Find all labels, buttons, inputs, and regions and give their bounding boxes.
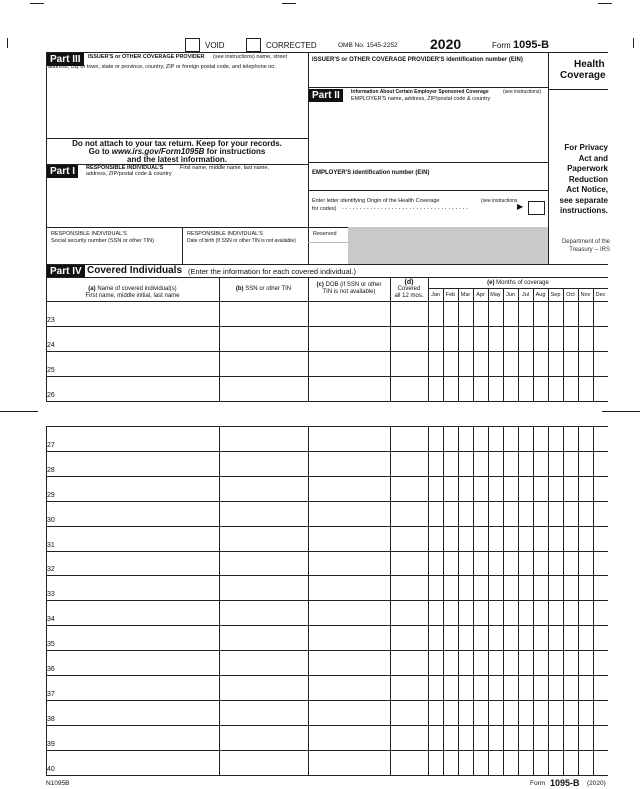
covered-dob-cell[interactable] (310, 577, 388, 598)
privacy-line: Act and (578, 153, 608, 163)
notice-instructions: for instructions (206, 147, 266, 156)
covered-ssn-cell[interactable] (221, 528, 306, 549)
covered-ssn-cell[interactable] (221, 553, 306, 574)
row-number: 32 (47, 566, 55, 574)
row-number: 24 (47, 342, 55, 349)
dob-label-2: Date of birth (If SSN or other TIN is not available) (187, 238, 296, 244)
covered-ssn-cell[interactable] (221, 478, 306, 499)
row-number: 36 (47, 666, 55, 673)
grid-column-line (219, 277, 220, 401)
covered-name-cell[interactable] (58, 478, 216, 499)
covered-all-12-checkbox[interactable] (392, 353, 426, 374)
covered-all-12-checkbox[interactable] (392, 577, 426, 598)
perforation-mark (602, 411, 640, 412)
row-number: 38 (47, 715, 55, 723)
origin-code-field[interactable] (528, 201, 545, 215)
employer-ein-field[interactable] (312, 178, 544, 188)
grid-month-line (488, 288, 489, 401)
month-header: Dec (595, 292, 606, 298)
privacy-line: instructions. (559, 206, 608, 215)
row-number: 25 (47, 367, 55, 374)
col-d-letter: (d) (404, 279, 414, 286)
part2-employer-label: EMPLOYER'S name, address, ZIP/postal code & country (351, 96, 491, 102)
col-e-letter: (e) (487, 280, 495, 286)
row-number: 28 (47, 466, 55, 474)
covered-dob-cell[interactable] (310, 752, 388, 773)
covered-dob-cell[interactable] (310, 328, 388, 349)
covered-dob-cell[interactable] (310, 627, 388, 648)
grid-month-line (563, 288, 564, 401)
month-header: Jun (506, 292, 515, 298)
covered-all-12-checkbox[interactable] (392, 553, 426, 574)
grid-month-line (458, 288, 459, 401)
arrow-right-icon: ▶ (517, 202, 524, 211)
form-number: 1095-B (513, 39, 550, 51)
covered-dob-cell[interactable] (310, 702, 388, 723)
covered-name-cell[interactable] (58, 553, 216, 574)
covered-name-cell[interactable] (58, 727, 216, 748)
grid-row-line (46, 376, 608, 377)
grid-row-line (46, 326, 608, 327)
part1-tag: Part I (47, 165, 78, 178)
col-e-label: Months of coverage (496, 280, 549, 286)
notice-url[interactable]: www.irs.gov/Form1095B (111, 147, 205, 156)
covered-ssn-cell[interactable] (221, 627, 306, 648)
covered-all-12-checkbox[interactable] (392, 727, 426, 748)
title-coverage: Coverage (560, 70, 606, 81)
privacy-line: For Privacy (564, 143, 608, 152)
covered-ssn-cell[interactable] (221, 727, 306, 748)
covered-all-12-checkbox[interactable] (392, 303, 426, 324)
covered-dob-cell[interactable] (310, 652, 388, 673)
covered-ssn-cell[interactable] (221, 577, 306, 598)
col-b-label: SSN or other TIN (245, 286, 292, 292)
part4-subtitle: (Enter the information for each covered individual.) (188, 267, 357, 276)
grid-month-line (443, 288, 444, 401)
month-header: Feb (445, 292, 456, 298)
row-number: 34 (47, 616, 55, 624)
notice-line1: Do not attach to your tax return. Keep for your records. (72, 139, 282, 148)
covered-dob-cell[interactable] (310, 677, 388, 698)
covered-dob-cell[interactable] (310, 303, 388, 324)
void-checkbox[interactable] (185, 38, 200, 52)
col-c-label: DOB (if SSN or other (325, 282, 382, 288)
grid-row-line (46, 551, 608, 552)
covered-name-cell[interactable] (58, 602, 216, 623)
tax-year: 2020 (430, 36, 462, 52)
responsible-name-field[interactable] (48, 180, 304, 224)
divider (308, 87, 548, 88)
covered-all-12-checkbox[interactable] (392, 428, 426, 449)
covered-name-cell[interactable] (58, 453, 216, 474)
col-a-sublabel: First name, middle initial, last name (85, 293, 180, 299)
grid-row-line (46, 625, 608, 626)
part1-address-label: address, ZIP/postal code & country (86, 171, 172, 177)
covered-all-12-checkbox[interactable] (392, 528, 426, 549)
title-health: Health (574, 59, 605, 70)
grid-row-line (46, 526, 608, 527)
grid-row-line (46, 700, 608, 701)
grid-month-line (473, 288, 474, 401)
covered-ssn-cell[interactable] (221, 428, 306, 449)
provider-name-field[interactable] (48, 74, 304, 134)
row-number: 37 (47, 690, 55, 698)
covered-all-12-checkbox[interactable] (392, 752, 426, 773)
grid-row-line (46, 401, 608, 402)
reserved-shaded-area (348, 227, 548, 264)
reserved-label: Reserved (313, 231, 337, 237)
department-label (548, 238, 610, 254)
grid-row-line (46, 650, 608, 651)
month-header: Sep (550, 292, 561, 298)
covered-name-cell[interactable] (58, 677, 216, 698)
notice-line3: and the latest information. (126, 155, 228, 164)
covered-dob-cell[interactable] (310, 478, 388, 499)
covered-name-cell[interactable] (58, 428, 216, 449)
covered-all-12-checkbox[interactable] (392, 378, 426, 399)
month-header: May (490, 292, 501, 298)
void-label: VOID (205, 41, 225, 50)
grid-column-line (390, 277, 391, 401)
crop-mark (7, 38, 8, 48)
col-e-header (428, 280, 608, 286)
covered-name-cell[interactable] (58, 752, 216, 773)
month-header: Apr (476, 292, 485, 298)
covered-dob-cell[interactable] (310, 378, 388, 399)
divider-right (548, 52, 549, 264)
divider (308, 242, 348, 243)
month-header: Aug (535, 292, 546, 298)
divider (308, 162, 548, 163)
col-d-label: Covered (397, 286, 421, 292)
covered-ssn-cell[interactable] (221, 353, 306, 374)
part3-tag: Part III (47, 53, 84, 66)
covered-ssn-cell[interactable] (221, 752, 306, 773)
leader-dots: .................................... (342, 204, 470, 211)
month-header: Jan (431, 292, 440, 298)
row-number: 35 (47, 641, 55, 649)
row-number: 33 (47, 591, 55, 599)
grid-row-line (46, 426, 608, 427)
frame-top (46, 52, 608, 53)
row-number: 29 (47, 491, 55, 499)
covered-name-cell[interactable] (58, 702, 216, 723)
month-header: Mar (460, 292, 471, 298)
corrected-checkbox[interactable] (246, 38, 261, 52)
crop-mark (598, 3, 612, 4)
divider-vertical (308, 52, 309, 264)
covered-dob-cell[interactable] (310, 353, 388, 374)
origin-label: Enter letter identifying Origin of the Health Coverage (312, 198, 440, 204)
crop-mark (282, 3, 296, 4)
department-line: Treasury -- IRS (569, 247, 610, 253)
grid-row-line (46, 675, 608, 676)
covered-name-cell[interactable] (58, 378, 216, 399)
grid-month-line (518, 288, 519, 401)
covered-ssn-cell[interactable] (221, 652, 306, 673)
origin-line2: for codes) (312, 206, 337, 212)
privacy-line: Paperwork (567, 164, 608, 173)
part2-info-label: Information About Certain Employer Sponsored Coverage (351, 89, 489, 95)
covered-ssn-cell[interactable] (221, 677, 306, 698)
grid-column-line (428, 277, 429, 401)
perforation-mark (0, 411, 38, 412)
month-header: Jul (521, 292, 530, 298)
dob-field[interactable] (186, 247, 304, 261)
month-header: Oct (566, 292, 575, 298)
row-number: 30 (47, 516, 55, 524)
divider (182, 227, 183, 264)
covered-all-12-checkbox[interactable] (392, 478, 426, 499)
footer-form-number: 1095-B (550, 778, 580, 788)
part4-tag: Part IV (47, 265, 85, 278)
privacy-line: see separate (559, 195, 608, 205)
ssn-label-2: Social security number (SSN or other TIN) (51, 238, 154, 244)
row-number: 26 (47, 392, 55, 399)
crop-mark (633, 38, 634, 48)
covered-ssn-cell[interactable] (221, 453, 306, 474)
covered-name-cell[interactable] (58, 328, 216, 349)
origin-label-rest: (see instructions (481, 198, 518, 204)
footer-form-label: Form (530, 780, 546, 787)
covered-name-cell[interactable] (58, 577, 216, 598)
covered-name-cell[interactable] (58, 627, 216, 648)
covered-dob-cell[interactable] (310, 528, 388, 549)
omb-number: OMB No. 1545-2252 (338, 42, 398, 49)
ssn-field[interactable] (50, 247, 178, 261)
col-d-header (390, 279, 428, 300)
covered-name-cell[interactable] (58, 528, 216, 549)
col-b-header (219, 286, 308, 292)
divider (548, 89, 608, 90)
corrected-label: CORRECTED (266, 41, 317, 50)
covered-dob-cell[interactable] (310, 553, 388, 574)
covered-dob-cell[interactable] (310, 428, 388, 449)
grid-row-line (46, 451, 608, 452)
row-number: 31 (47, 541, 55, 549)
grid-month-line (548, 288, 549, 401)
employer-ein-label: EMPLOYER'S identification number (EIN) (312, 170, 430, 176)
covered-all-12-checkbox[interactable] (392, 602, 426, 623)
grid-row-line (46, 351, 608, 352)
covered-ssn-cell[interactable] (221, 702, 306, 723)
covered-all-12-checkbox[interactable] (392, 453, 426, 474)
part3-provider-line2: address, city or town, state or province, country, ZIP or foreign postal code, and telephone no. (48, 64, 276, 70)
employer-name-field[interactable] (312, 106, 544, 158)
grid-column-line (308, 277, 309, 401)
part3-provider-label: ISSUER'S or OTHER COVERAGE PROVIDER (88, 54, 205, 60)
grid-month-line (593, 288, 594, 401)
covered-all-12-checkbox[interactable] (392, 503, 426, 524)
grid-month-line (578, 288, 579, 401)
covered-name-cell[interactable] (58, 353, 216, 374)
notice-go-to: Go to (88, 147, 110, 156)
provider-ein-field[interactable] (312, 66, 544, 84)
part2-info-label-rest: (see instructions) (503, 89, 542, 95)
covered-ssn-cell[interactable] (221, 303, 306, 324)
dob-label-1: RESPONSIBLE INDIVIDUAL'S (187, 231, 263, 237)
covered-name-cell[interactable] (58, 652, 216, 673)
covered-ssn-cell[interactable] (221, 503, 306, 524)
row-number: 27 (47, 441, 55, 449)
row-number: 39 (47, 740, 55, 748)
col-a-label: Name of covered individual(s) (97, 286, 177, 292)
col-d-sublabel: all 12 mos. (394, 293, 424, 299)
col-b-letter: (b) (235, 286, 244, 292)
row-number: 23 (47, 317, 55, 324)
col-c-letter: (c) (316, 282, 324, 288)
col-c-header (308, 282, 390, 296)
part4-title: Covered Individuals (87, 265, 183, 276)
crop-mark (30, 3, 44, 4)
ssn-label-1: RESPONSIBLE INDIVIDUAL'S (51, 231, 127, 237)
covered-name-cell[interactable] (58, 303, 216, 324)
divider (46, 277, 608, 278)
privacy-line: Reduction (568, 174, 608, 184)
form-label: Form (492, 41, 511, 50)
col-a-letter: (a) (88, 286, 96, 292)
grid-row-line (46, 575, 608, 576)
grid-row-line (46, 775, 608, 776)
divider (308, 190, 548, 191)
grid-column-line (46, 277, 47, 401)
part1-name-label-rest: First name, middle name, last name, (180, 165, 269, 171)
covered-ssn-cell[interactable] (221, 328, 306, 349)
covered-dob-cell[interactable] (310, 453, 388, 474)
grid-month-line (533, 288, 534, 401)
col-c-sublabel: TIN is not available) (322, 289, 376, 295)
privacy-line: Act Notice, (566, 185, 608, 194)
grid-row-line (46, 476, 608, 477)
covered-all-12-checkbox[interactable] (392, 677, 426, 698)
covered-dob-cell[interactable] (310, 727, 388, 748)
covered-dob-cell[interactable] (310, 602, 388, 623)
part1-name-label: RESPONSIBLE INDIVIDUAL'S (86, 165, 164, 171)
grid-month-line (503, 288, 504, 401)
department-line: Department of the (561, 239, 610, 245)
part3-ein-label: ISSUER'S or OTHER COVERAGE PROVIDER'S identification number (EIN) (312, 57, 523, 63)
privacy-notice (552, 143, 608, 217)
footer-code: N1095B (46, 780, 70, 787)
grid-row-line (46, 725, 608, 726)
month-header: Nov (580, 292, 591, 298)
row-number: 40 (47, 765, 55, 773)
divider (46, 227, 348, 228)
covered-ssn-cell[interactable] (221, 602, 306, 623)
covered-ssn-cell[interactable] (221, 378, 306, 399)
covered-all-12-checkbox[interactable] (392, 627, 426, 648)
grid-row-line (46, 600, 608, 601)
covered-dob-cell[interactable] (310, 503, 388, 524)
grid-row-line (46, 501, 608, 502)
grid-row-line (46, 301, 608, 302)
grid-row-line (46, 750, 608, 751)
col-a-header (46, 286, 219, 300)
covered-all-12-checkbox[interactable] (392, 652, 426, 673)
covered-all-12-checkbox[interactable] (392, 328, 426, 349)
covered-all-12-checkbox[interactable] (392, 702, 426, 723)
part3-provider-label-rest: (see instructions) name, street (213, 54, 287, 60)
part2-tag: Part II (309, 89, 343, 102)
covered-name-cell[interactable] (58, 503, 216, 524)
footer-year: (2020) (587, 780, 606, 787)
